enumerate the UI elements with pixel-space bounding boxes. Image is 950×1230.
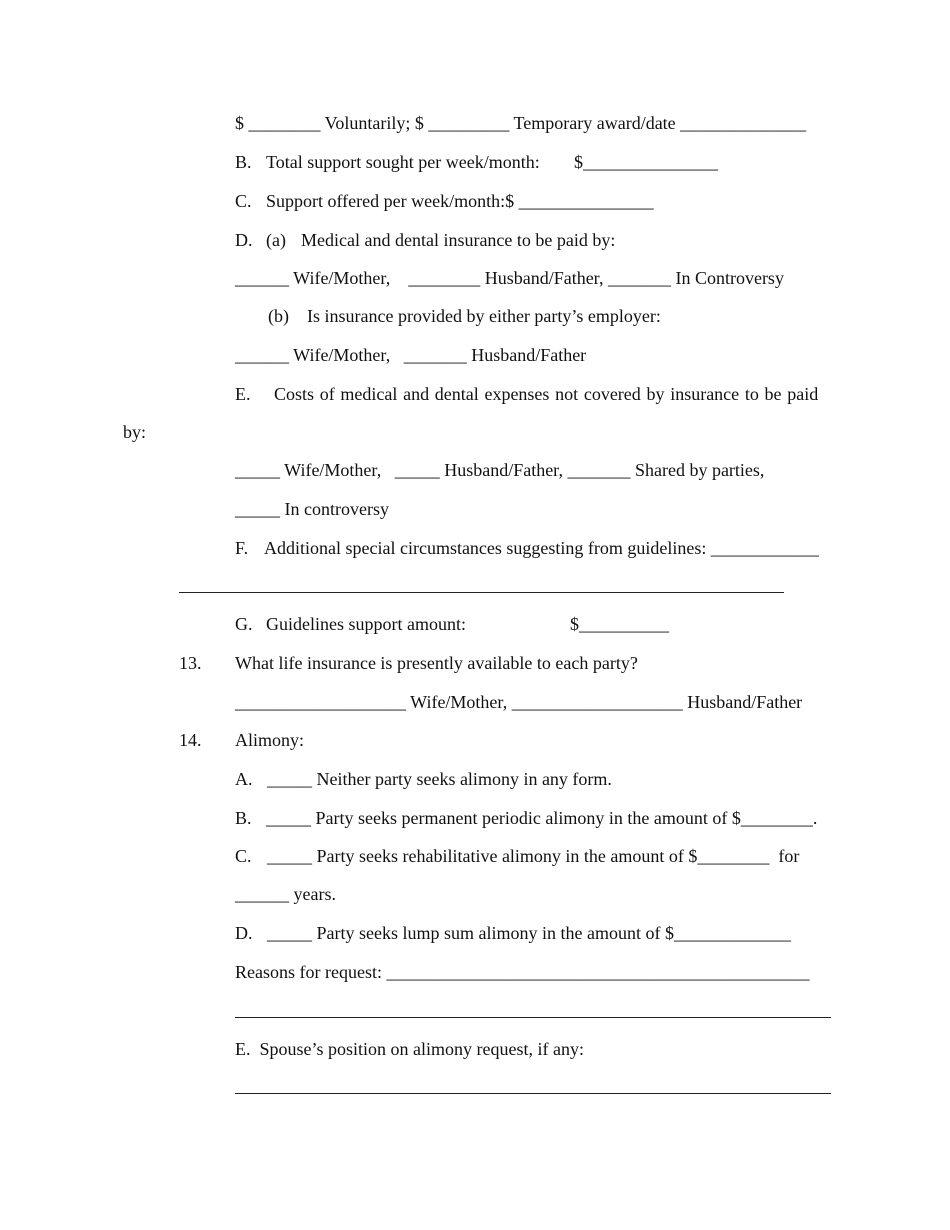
item-f-label: F. [235,538,249,558]
employer-insurance-options[interactable]: ______ Wife/Mother, _______ Husband/Father [235,345,587,365]
uncovered-expenses-question: Costs of medical and dental expenses not covered by insurance to be paid [274,384,819,404]
item-13-number: 13. [179,653,202,673]
item-14-number: 14. [179,730,202,750]
rehabilitative-alimony-option[interactable]: _____ Party seeks rehabilitative alimony in the amount of $________ for [267,846,800,866]
alimony-b-label: B. [235,808,252,828]
sub-a-label: (a) [266,230,286,250]
life-insurance-question: What life insurance is presently available to each party? [235,653,638,673]
item-c-label: C. [235,191,252,211]
alimony-a-label: A. [235,769,253,789]
spouse-position-question: E. Spouse’s position on alimony request, if any: [235,1039,584,1059]
item-b-label: B. [235,152,252,172]
alimony-d-label: D. [235,923,253,943]
spouse-position-blank-line[interactable] [235,1093,831,1094]
total-support-sought-field[interactable]: $_______________ [574,152,718,172]
item-e-label: E. [235,384,251,404]
medical-insurance-payer-options[interactable]: ______ Wife/Mother, ________ Husband/Father, _______ In Controversy [235,268,784,288]
uncovered-expenses-payer-options[interactable]: _____ Wife/Mother, _____ Husband/Father, _______ Shared by parties, [235,460,765,480]
item-g-label: G. [235,614,253,634]
reasons-blank-line[interactable] [235,1017,831,1018]
support-offered-field[interactable]: Support offered per week/month:$ _______________ [266,191,654,211]
guidelines-support-field[interactable]: $__________ [570,614,669,634]
uncovered-expenses-controversy-option[interactable]: _____ In controversy [235,499,389,519]
voluntary-temporary-award-line[interactable]: $ ________ Voluntarily; $ _________ Temporary award/date ______________ [235,113,807,133]
uncovered-expenses-question-cont: by: [123,422,147,442]
medical-insurance-question: Medical and dental insurance to be paid by: [301,230,616,250]
no-alimony-option[interactable]: _____ Neither party seeks alimony in any form. [267,769,612,789]
employer-insurance-question: Is insurance provided by either party’s employer: [307,306,661,326]
permanent-alimony-option[interactable]: _____ Party seeks permanent periodic alimony in the amount of $________. [266,808,818,828]
lump-sum-alimony-option[interactable]: _____ Party seeks lump sum alimony in the amount of $_____________ [267,923,791,943]
sub-b-label: (b) [268,306,289,326]
total-support-sought-label: Total support sought per week/month: [266,152,540,172]
reasons-for-request-field[interactable]: Reasons for request: _______________________________________________ [235,962,810,982]
guidelines-support-label: Guidelines support amount: [266,614,466,634]
special-circumstances-field[interactable]: Additional special circumstances suggesting from guidelines: ____________ [264,538,819,558]
special-circumstances-blank-line[interactable] [179,592,784,593]
item-d-label: D. [235,230,253,250]
life-insurance-fields[interactable]: ___________________ Wife/Mother, ___________________ Husband/Father [235,692,803,712]
alimony-heading: Alimony: [235,730,305,750]
rehabilitative-alimony-years[interactable]: ______ years. [235,884,336,904]
alimony-c-label: C. [235,846,252,866]
